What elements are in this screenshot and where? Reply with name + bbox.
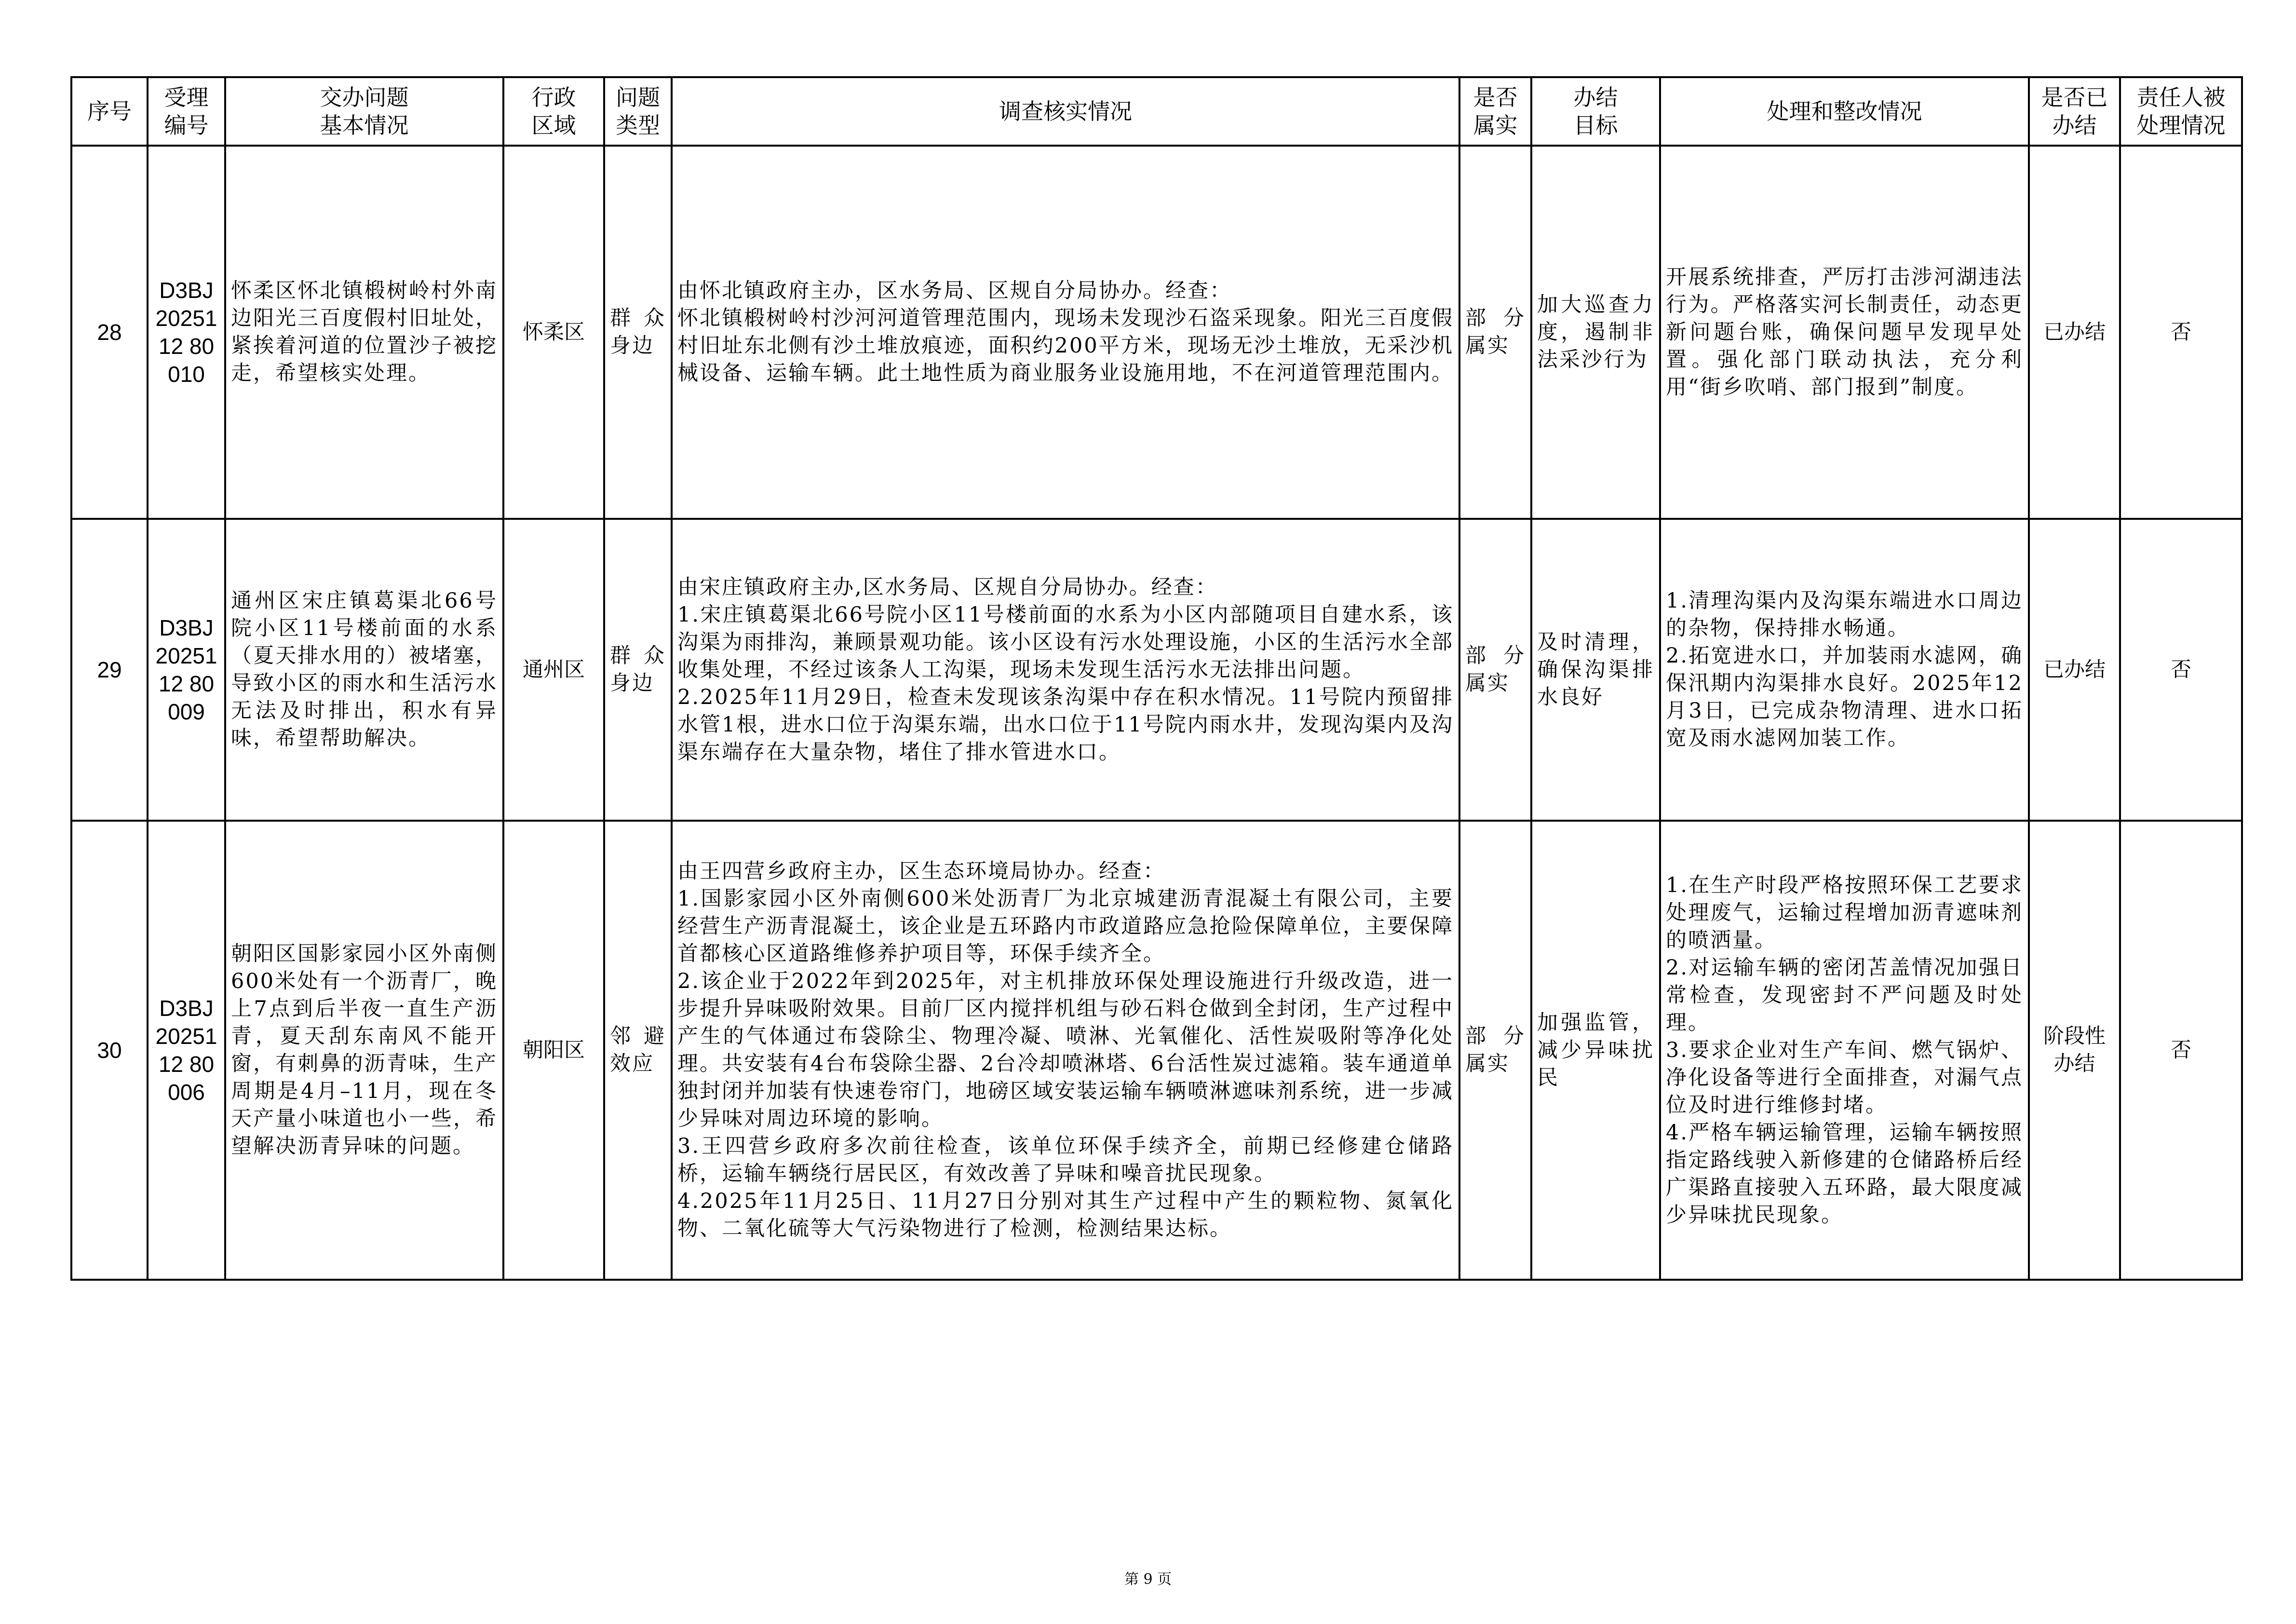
cell-code: D3BJ2025112 80006 (148, 821, 225, 1280)
header-issue: 交办问题 基本情况 (225, 77, 503, 146)
cell-closed: 已办结 (2029, 519, 2120, 821)
cell-district: 通州区 (503, 519, 604, 821)
header-goal: 办结 目标 (1531, 77, 1660, 146)
cell-handling: 1.清理沟渠内及沟渠东端进水口周边的杂物，保持排水畅通。 2.拓宽进水口，并加装雨水滤网，确保汛期内沟渠排水良好。2025年12月3日，已完成杂物清理、进水口拓宽及雨水滤网加装工作。 (1660, 519, 2029, 821)
cell-goal: 加大巡查力度，遏制非法采沙行为 (1531, 146, 1660, 519)
header-type: 问题 类型 (604, 77, 672, 146)
cell-responsible: 否 (2120, 821, 2242, 1280)
cell-goal: 加强监管，减少异味扰民 (1531, 821, 1660, 1280)
table-row (71, 146, 2242, 519)
cell-true-status: 部分属实 (1459, 821, 1531, 1280)
table-row (71, 821, 2242, 1280)
page-number: 第 9 页 (1124, 1571, 1172, 1588)
cell-type: 群众身边 (604, 146, 672, 519)
cell-handling: 1.在生产时段严格按照环保工艺要求处理废气，运输过程增加沥青遮味剂的喷洒量。 2.对运输车辆的密闭苫盖情况加强日常检查，发现密封不严问题及时处理。 3.要求企业对生产车间、燃气锅炉、净化设备等进行全面排查，对漏气点位及时进行维修封堵。 4.严格车辆运输管理，运输车辆按照指定路线驶入新修建的仓储路桥后经广渠路直接驶入五环路，最大限度减少异味扰民现象。 (1660, 821, 2029, 1280)
cell-closed: 阶段性办结 (2029, 821, 2120, 1280)
cell-responsible: 否 (2120, 519, 2242, 821)
cell-investigation: 由怀北镇政府主办，区水务局、区规自分局协办。经查： 怀北镇椴树岭村沙河河道管理范围内，现场未发现沙石盗采现象。阳光三百度假村旧址东北侧有沙土堆放痕迹，面积约200平方米，现场无沙土堆放，无采沙机械设备、运输车辆。此土地性质为商业服务业设施用地，不在河道管理范围内。 (672, 146, 1459, 519)
cell-handling: 开展系统排查，严厉打击涉河湖违法行为。严格落实河长制责任，动态更新问题台账，确保问题早发现早处置。强化部门联动执法，充分利用“街乡吹哨、部门报到”制度。 (1660, 146, 2029, 519)
cell-true-status: 部分属实 (1459, 146, 1531, 519)
header-investigation: 调查核实情况 (672, 77, 1459, 146)
issue-table (70, 76, 2243, 1281)
cell-issue: 怀柔区怀北镇椴树岭村外南边阳光三百度假村旧址处，紧挨着河道的位置沙子被挖走，希望核实处理。 (225, 146, 503, 519)
cell-district: 怀柔区 (503, 146, 604, 519)
cell-seq: 29 (71, 519, 148, 821)
cell-issue: 通州区宋庄镇葛渠北66号院小区11号楼前面的水系（夏天排水用的）被堵塞，导致小区的雨水和生活污水无法及时排出，积水有异味，希望帮助解决。 (225, 519, 503, 821)
cell-closed: 已办结 (2029, 146, 2120, 519)
cell-responsible: 否 (2120, 146, 2242, 519)
cell-investigation: 由王四营乡政府主办，区生态环境局协办。经查： 1.国影家园小区外南侧600米处沥青厂为北京城建沥青混凝土有限公司，主要经营生产沥青混凝土，该企业是五环路内市政道路应急抢险保障单位，主要保障首都核心区道路维修养护项目等，环保手续齐全。 2.该企业于2022年到2025年，对主机排放环保处理设施进行升级改造，进一步提升异味吸附效果。目前厂区内搅拌机组与砂石料仓做到全封闭，生产过程中产生的气体通过布袋除尘、物理冷凝、喷淋、光氧催化、活性炭吸附等净化处理。共安装有4台布袋除尘器、2台冷却喷淋塔、6台活性炭过滤箱。装车通道单独封闭并加装有快速卷帘门，地磅区域安装运输车辆喷淋遮味剂系统，进一步减少异味对周边环境的影响。 3.王四营乡政府多次前往检查，该单位环保手续齐全，前期已经修建仓储路桥，运输车辆绕行居民区，有效改善了异味和噪音扰民现象。 4.2025年11月25日、11月27日分别对其生产过程中产生的颗粒物、氮氧化物、二氧化硫等大气污染物进行了检测，检测结果达标。 (672, 821, 1459, 1280)
cell-true-status: 部分属实 (1459, 519, 1531, 821)
cell-type: 邻避效应 (604, 821, 672, 1280)
cell-district: 朝阳区 (503, 821, 604, 1280)
cell-investigation: 由宋庄镇政府主办,区水务局、区规自分局协办。经查： 1.宋庄镇葛渠北66号院小区11号楼前面的水系为小区内部随项目自建水系，该沟渠为雨排沟，兼顾景观功能。该小区设有污水处理设施，小区的生活污水全部收集处理，不经过该条人工沟渠，现场未发现生活污水无法排出问题。 2.2025年11月29日，检查未发现该条沟渠中存在积水情况。11号院内预留排水管1根，进水口位于沟渠东端，出水口位于11号院内雨水井，发现沟渠内及沟渠东端存在大量杂物，堵住了排水管进水口。 (672, 519, 1459, 821)
header-seq: 序号 (71, 77, 148, 146)
cell-code: D3BJ2025112 80009 (148, 519, 225, 821)
header-true-status: 是否 属实 (1459, 77, 1531, 146)
cell-seq: 28 (71, 146, 148, 519)
header-handling: 处理和整改情况 (1660, 77, 2029, 146)
header-code: 受理 编号 (148, 77, 225, 146)
cell-seq: 30 (71, 821, 148, 1280)
cell-issue: 朝阳区国影家园小区外南侧600米处有一个沥青厂，晚上7点到后半夜一直生产沥青，夏天刮东南风不能开窗，有刺鼻的沥青味，生产周期是4月–11月，现在冬天产量小味道也小一些，希望解决沥青异味的问题。 (225, 821, 503, 1280)
table-header-row (71, 77, 2242, 146)
table-row (71, 519, 2242, 821)
cell-goal: 及时清理，确保沟渠排水良好 (1531, 519, 1660, 821)
header-district: 行政 区域 (503, 77, 604, 146)
cell-type: 群众身边 (604, 519, 672, 821)
header-responsible: 责任人被 处理情况 (2120, 77, 2242, 146)
cell-code: D3BJ2025112 80010 (148, 146, 225, 519)
header-closed: 是否已 办结 (2029, 77, 2120, 146)
